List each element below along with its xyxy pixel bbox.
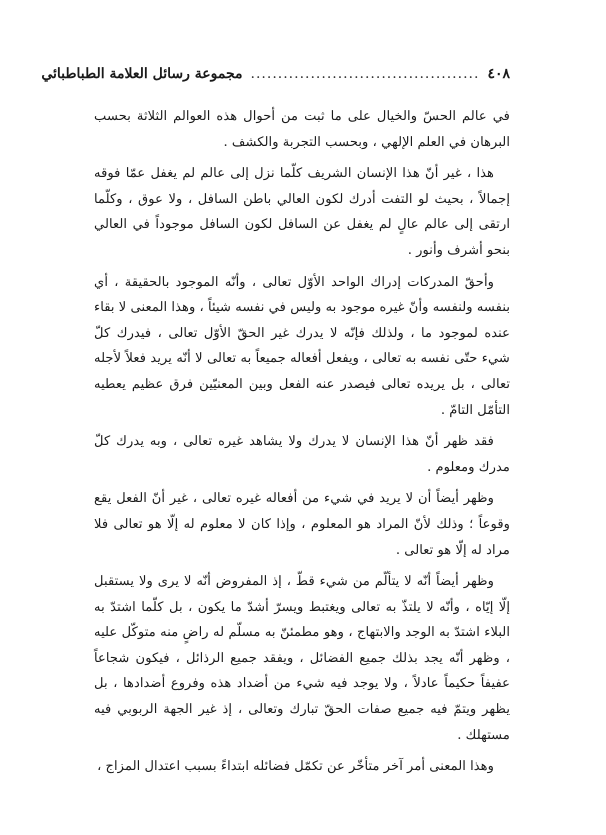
paragraph-1: في عالم الحسّ والخيال على ما ثبت من أحوال هذه العوالم الثلاثة بحسب البرهان في العلم الإلهي ، وبحسب التجربة والكشف . [94, 109, 510, 150]
book-title: مجموعة رسائل العلامة الطباطبائي [41, 66, 243, 82]
page-number: ٤٠٨ [487, 66, 510, 82]
paragraph-2: هذا ، غير أنّ هذا الإنسان الشريف كلّما نزل إلى عالم لم يغفل عمّا فوقه إجمالاً ، بحيث لو التفت أدرك لكون العالي باطن السافل ، ولا عوق ، وكلّما ارتقى إلى عالم عالٍ لم يغفل عن السافل لكون السافل موجوداً في العالي بنحو أشرف وأنور . [94, 166, 510, 258]
running-header [41, 62, 510, 86]
dot-leader: .......................................... [250, 66, 480, 82]
paragraph-5: وظهر أيضاً أن لا يريد في شيء من أفعاله غيره تعالى ، غير أنّ الفعل يقع وقوعاً ؛ وذلك لأنّ المراد هو المعلوم ، وإذا كان لا معلوم له إلّا هو تعالى فلا مراد له إلّا هو تعالى . [94, 491, 510, 558]
page-body [94, 104, 510, 786]
paragraph-7: وهذا المعنى أمر آخر متأخّر عن تكمّل فضائله ابتداءً بسبب اعتدال المزاج ، [97, 759, 494, 775]
paragraph-6: وظهر أيضاً أنّه لا يتألّم من شيء قطّ ، إذ المفروض أنّه لا يرى ولا يستقبل إلّا إيّاه ، وأنّه لا يلتذّ به تعالى ويغتبط ويسرّ أشدّ ما يكون ، بل كلّما اشتدّ به البلاء اشتدّ به الوجد والابتهاج ، وهو مطمئنّ به مسلّم له راضٍ منه متوكّل عليه ، وظهر أنّه يجد بذلك جميع الفضائل ، ويفقد جميع الرذائل ، فيكون شجاعاً عفيفاً حكيماً عادلاً ، ولا يوجد فيه شيء من أضداد هذه وفروع أضدادها ، بل يظهر ويتمّ فيه جميع صفات الحقّ تبارك وتعالى ، إذ غير الجهة الربوبي فيه مستهلك . [94, 574, 510, 743]
paragraph-3: وأحقّ المدركات إدراك الواحد الأوّل تعالى ، وأنّه الموجود بالحقيقة ، أي بنفسه ولنفسه وأنّ غيره موجود به وليس في نفسه شيئاً ، وهذا المعنى لا بقاء عنده لموجود ما ، ولذلك فإنّه لا يدرك غير الحقّ الأوّل تعالى ، فيدرك كلّ شيء حتّى نفسه به تعالى ، ويفعل أفعاله جميعاً به تعالى لا أنّه يريد فعلاً لأجله تعالى ، بل يريده تعالى فيصدر عنه الفعل وبين المعنيّين فرق عظيم يعطيه التأمّل التامّ . [94, 274, 510, 418]
paragraph-4: فقد ظهر أنّ هذا الإنسان لا يدرك ولا يشاهد غيره تعالى ، وبه يدرك كلّ مدرك ومعلوم . [94, 434, 510, 475]
